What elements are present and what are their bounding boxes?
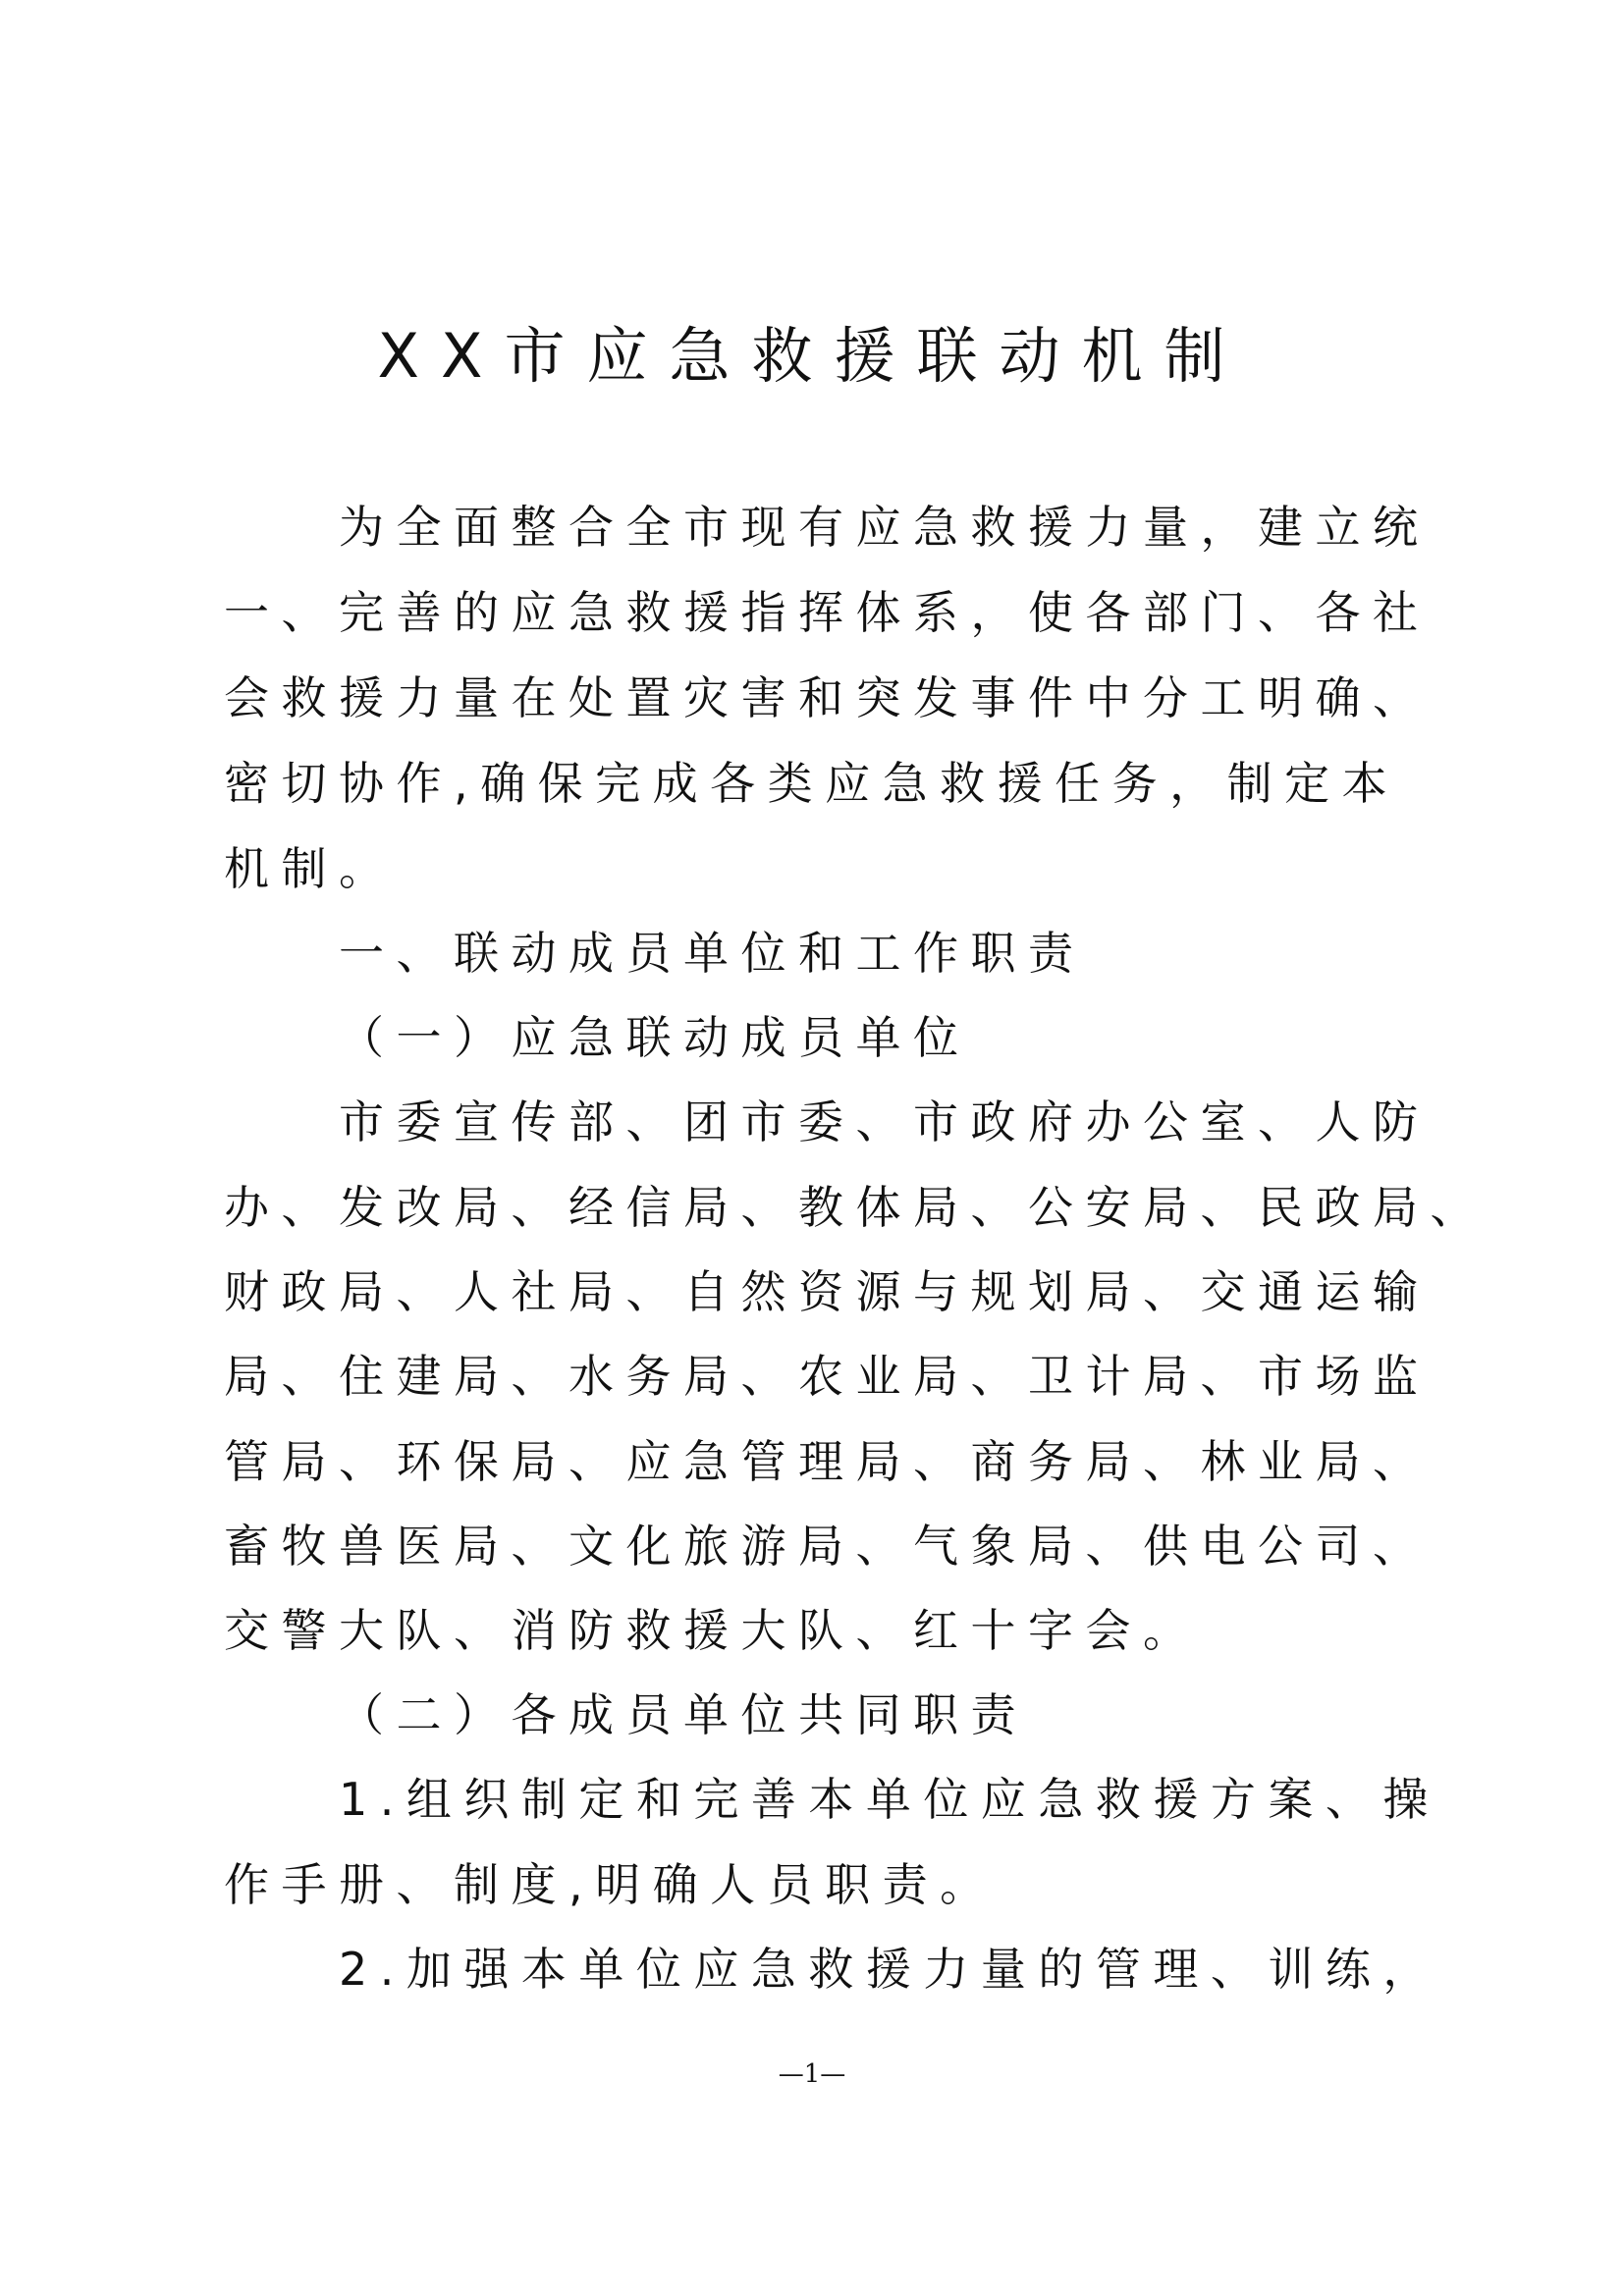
paragraph-line: 管局、环保局、应急管理局、商务局、林业局、	[224, 1435, 1431, 1488]
paragraph-line: 交警大队、消防救援大队、红十字会。	[224, 1604, 1201, 1657]
paragraph-line: 市委宣传部、团市委、市政府办公室、人防	[339, 1095, 1431, 1148]
paragraph-line: 机制。	[224, 842, 397, 895]
subsection-heading: （二）各成员单位共同职责	[339, 1688, 1028, 1741]
list-item-continuation: 作手册、制度,明确人员职责。	[224, 1858, 998, 1911]
page-number: —1—	[778, 2059, 846, 2089]
subsection-heading: （一）应急联动成员单位	[339, 1011, 971, 1064]
paragraph-line: 财政局、人社局、自然资源与规划局、交通运输	[224, 1265, 1431, 1318]
list-item: 2.加强本单位应急救援力量的管理、训练，	[339, 1943, 1440, 1996]
paragraph-line: 一、完善的应急救援指挥体系，使各部门、各社	[224, 586, 1431, 639]
paragraph-line: 密切协作,确保完成各类应急救援任务，制定本	[224, 757, 1400, 810]
section-heading: 一、联动成员单位和工作职责	[339, 927, 1086, 980]
list-item: 1.组织制定和完善本单位应急救援方案、操	[339, 1773, 1440, 1826]
paragraph-line: 局、住建局、水务局、农业局、卫计局、市场监	[224, 1350, 1431, 1403]
document-title: XX市应急救援联动机制	[377, 320, 1247, 392]
paragraph-line: 畜牧兽医局、文化旅游局、气象局、供电公司、	[224, 1520, 1431, 1573]
paragraph-line: 会救援力量在处置灾害和突发事件中分工明确、	[224, 671, 1431, 724]
paragraph-line: 为全面整合全市现有应急救援力量，建立统	[339, 501, 1431, 554]
paragraph-line: 办、发改局、经信局、教体局、公安局、民政局、	[224, 1181, 1488, 1234]
